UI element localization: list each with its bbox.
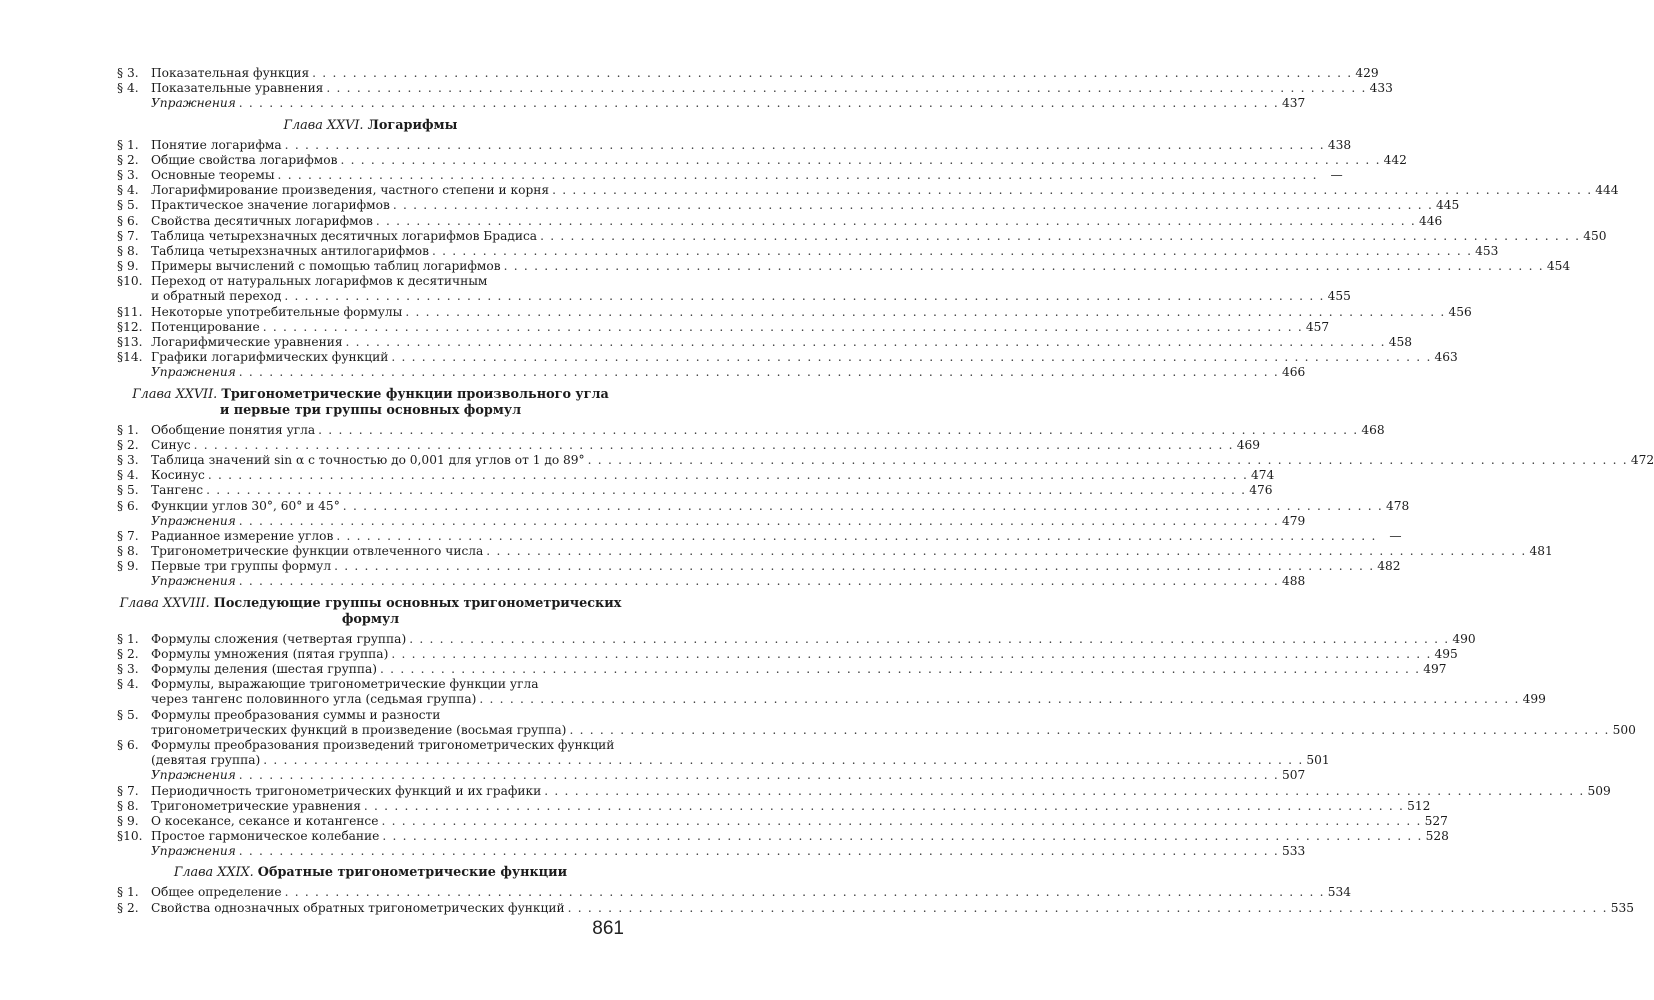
entry-title: тригонометрических функций в произведение (восьмая группа) bbox=[151, 722, 567, 737]
toc-entry bbox=[117, 798, 1431, 814]
dot-leader bbox=[479, 692, 1519, 707]
entry-title: Формулы сложения (четвертая группа) bbox=[151, 631, 407, 646]
page-ref: 482 bbox=[1377, 559, 1401, 574]
section-number: § 5. bbox=[117, 707, 139, 722]
exercise-entry bbox=[117, 844, 1306, 859]
toc-entry bbox=[117, 422, 1385, 438]
toc-entry bbox=[117, 259, 1571, 274]
dot-leader bbox=[588, 453, 1628, 468]
dot-leader bbox=[552, 183, 1592, 198]
toc-entry bbox=[117, 738, 624, 753]
section-number: §14. bbox=[117, 350, 143, 365]
entry-title: Формулы преобразования произведений тригонометрических функций bbox=[151, 737, 615, 752]
section-number: § 9. bbox=[117, 259, 139, 274]
dot-leader bbox=[194, 438, 1234, 453]
toc-entry bbox=[117, 228, 1607, 244]
section-number: § 6. bbox=[117, 737, 139, 752]
dot-leader bbox=[544, 784, 1584, 799]
dot-leader bbox=[263, 753, 1303, 768]
chapter-heading-line bbox=[117, 596, 624, 628]
entry-title: Общие свойства логарифмов bbox=[151, 152, 338, 167]
page-ref: 534 bbox=[1327, 885, 1352, 900]
page-ref: 509 bbox=[1587, 783, 1611, 798]
chapter-heading-line bbox=[117, 865, 624, 881]
entry-title: Понятие логарифма bbox=[151, 137, 282, 152]
page-ref: 499 bbox=[1522, 692, 1546, 707]
section-number: § 1. bbox=[117, 137, 139, 152]
entry-title: Логарифмирование произведения, частного степени и корня bbox=[151, 183, 550, 198]
section-number: § 4. bbox=[117, 183, 139, 198]
entry-title: Таблица четырехзначных десятичных логарифмов Брадиса bbox=[151, 228, 538, 243]
section-number: §10. bbox=[117, 274, 143, 289]
toc-entry bbox=[117, 483, 1273, 498]
toc-entry bbox=[117, 692, 1546, 707]
section-number: §11. bbox=[117, 304, 143, 319]
section-number: § 4. bbox=[117, 81, 139, 96]
toc-entry bbox=[117, 753, 1330, 768]
dot-leader bbox=[318, 423, 1358, 438]
dot-leader bbox=[364, 799, 1404, 814]
dot-leader bbox=[208, 468, 1248, 483]
section-number: § 7. bbox=[117, 783, 139, 798]
toc-entry bbox=[117, 559, 1401, 574]
dot-leader bbox=[504, 259, 1544, 274]
dot-leader bbox=[239, 574, 1279, 589]
page-number: 861 bbox=[592, 918, 624, 939]
page-ref: 533 bbox=[1281, 844, 1306, 859]
section-number: § 2. bbox=[117, 900, 139, 915]
section-number: § 6. bbox=[117, 213, 139, 228]
page-ref: 500 bbox=[1612, 722, 1636, 737]
section-number: §10. bbox=[117, 829, 143, 844]
toc-entry bbox=[117, 829, 1449, 844]
dot-leader bbox=[409, 632, 1449, 647]
page-ref: 466 bbox=[1281, 365, 1306, 380]
page-ref: 454 bbox=[1546, 259, 1571, 274]
chapter-title-continued: и первые три группы основных формул bbox=[219, 402, 522, 418]
page-ref: 433 bbox=[1369, 81, 1393, 96]
chapter-title: Тригонометрические функции произвольного угла bbox=[221, 386, 609, 402]
chapter-title: Обратные тригонометрические функции bbox=[257, 865, 568, 881]
toc-entry bbox=[117, 646, 1458, 662]
section-number: § 7. bbox=[117, 528, 139, 543]
entry-title: О косекансе, секансе и котангенсе bbox=[151, 813, 379, 828]
toc-entry bbox=[117, 167, 1343, 183]
toc-entry bbox=[117, 350, 1458, 365]
dot-leader bbox=[278, 168, 1318, 183]
page-ref: 497 bbox=[1423, 662, 1447, 676]
toc-entry bbox=[117, 152, 1407, 168]
chapter-heading bbox=[117, 118, 624, 134]
entry-title: и обратный переход bbox=[151, 289, 282, 304]
page-ref: 512 bbox=[1407, 798, 1431, 813]
entry-title: Графики логарифмических функций bbox=[151, 350, 389, 365]
toc-entry bbox=[117, 468, 1275, 483]
entry-title: Синус bbox=[151, 437, 191, 452]
toc-entry bbox=[117, 319, 1330, 335]
entry-title: Таблица четырехзначных антилогарифмов bbox=[151, 243, 429, 258]
dot-leader bbox=[381, 814, 1421, 829]
toc-entry bbox=[117, 708, 624, 723]
dot-leader bbox=[263, 320, 1303, 335]
dot-leader bbox=[569, 723, 1609, 738]
entry-title: Свойства однозначных обратных тригонометрических функций bbox=[151, 900, 565, 915]
page-ref: 438 bbox=[1327, 137, 1352, 152]
toc-entry bbox=[117, 677, 624, 692]
page-ref: 495 bbox=[1434, 646, 1458, 661]
toc-entry bbox=[117, 783, 1611, 799]
toc-entry bbox=[117, 274, 624, 289]
exercise-entry bbox=[117, 574, 1306, 589]
entry-title: Упражнения bbox=[151, 768, 236, 783]
page-ref: — bbox=[1389, 528, 1402, 543]
chapter-heading bbox=[117, 596, 624, 628]
toc-entry bbox=[117, 544, 1553, 559]
toc-entry bbox=[117, 662, 1447, 677]
toc-entry bbox=[117, 437, 1261, 453]
toc-entry bbox=[117, 183, 1619, 198]
dot-leader bbox=[540, 229, 1580, 244]
page-ref: 528 bbox=[1425, 829, 1449, 844]
page-ref: 479 bbox=[1281, 513, 1306, 528]
page-ref: 472 bbox=[1630, 452, 1654, 467]
toc-entry bbox=[117, 137, 1352, 153]
dot-leader bbox=[340, 153, 1380, 168]
page-ref: 474 bbox=[1251, 468, 1275, 483]
section-number: § 1. bbox=[117, 631, 139, 646]
page-ref: 478 bbox=[1385, 498, 1410, 513]
chapter-label: Глава XXVI. bbox=[283, 117, 364, 133]
section-number: § 8. bbox=[117, 243, 139, 258]
toc-entry bbox=[117, 66, 1379, 81]
dot-leader bbox=[432, 244, 1472, 259]
entry-title: Основные теоремы bbox=[151, 167, 275, 182]
page-ref: 488 bbox=[1281, 574, 1306, 589]
dot-leader bbox=[568, 901, 1608, 916]
toc-entry bbox=[117, 900, 1635, 916]
page-ref: 507 bbox=[1281, 768, 1306, 783]
chapter-label: Глава XXIX. bbox=[173, 865, 254, 881]
section-number: § 9. bbox=[117, 813, 139, 828]
toc-entry bbox=[117, 631, 1476, 647]
entry-title: Упражнения bbox=[151, 96, 236, 111]
section-number: § 3. bbox=[117, 66, 139, 80]
entry-title: Некоторые употребительные формулы bbox=[151, 304, 403, 319]
section-number: § 6. bbox=[117, 498, 139, 513]
toc-entry bbox=[117, 452, 1654, 468]
section-number: § 2. bbox=[117, 152, 139, 167]
entry-title: Периодичность тригонометрических функций и их графики bbox=[151, 783, 542, 798]
entry-title: Примеры вычислений с помощью таблиц логарифмов bbox=[151, 259, 501, 274]
dot-leader bbox=[284, 289, 1324, 304]
page-ref: 457 bbox=[1305, 319, 1330, 334]
section-number: § 8. bbox=[117, 798, 139, 813]
toc-entry bbox=[117, 213, 1443, 229]
toc-entry bbox=[117, 498, 1410, 514]
toc-entry bbox=[117, 198, 1460, 213]
page-ref: 429 bbox=[1355, 66, 1379, 80]
entry-title: Формулы деления (шестая группа) bbox=[151, 662, 378, 676]
chapter-label: Глава XXVII. bbox=[132, 386, 218, 402]
section-number: § 7. bbox=[117, 228, 139, 243]
toc-entry bbox=[117, 289, 1351, 304]
entry-title: Радианное измерение углов bbox=[151, 528, 334, 543]
entry-title: Упражнения bbox=[151, 574, 236, 589]
dot-leader bbox=[376, 214, 1416, 229]
section-number: § 1. bbox=[117, 422, 139, 437]
exercise-entry bbox=[117, 96, 1306, 111]
page-ref: 442 bbox=[1383, 152, 1407, 167]
page-ref: 453 bbox=[1475, 243, 1499, 258]
entry-title: Таблица значений sin α с точностью до 0,001 для углов от 1 до 89° bbox=[151, 452, 585, 467]
entry-title: Практическое значение логарифмов bbox=[151, 198, 390, 213]
toc-entry bbox=[117, 722, 1636, 738]
dot-leader bbox=[393, 198, 1433, 213]
entry-title: Показательная функция bbox=[151, 66, 310, 80]
toc-entry bbox=[117, 528, 1402, 544]
section-number: § 5. bbox=[117, 483, 139, 498]
dot-leader bbox=[285, 138, 1325, 153]
dot-leader bbox=[206, 483, 1246, 498]
chapter-label: Глава XXVIII. bbox=[119, 595, 210, 611]
section-number: § 4. bbox=[117, 468, 139, 483]
entry-title: Общее определение bbox=[151, 885, 282, 900]
exercise-entry bbox=[117, 768, 1306, 783]
page-ref: 463 bbox=[1434, 350, 1458, 365]
entry-title: Первые три группы формул bbox=[151, 559, 332, 574]
toc-entry bbox=[117, 335, 1412, 350]
entry-title: через тангенс половинного угла (седьмая группа) bbox=[151, 692, 477, 707]
section-number: §12. bbox=[117, 319, 143, 334]
chapter-title: Логарифмы bbox=[367, 117, 458, 133]
entry-title: Тригонометрические функции отвлеченного числа bbox=[151, 544, 484, 559]
entry-title: Показательные уравнения bbox=[151, 81, 324, 96]
entry-title: Функции углов 30°, 60° и 45° bbox=[151, 498, 340, 513]
dot-leader bbox=[486, 544, 1526, 559]
dot-leader bbox=[391, 647, 1431, 662]
page-ref: 456 bbox=[1448, 304, 1472, 319]
page-ref: 445 bbox=[1436, 198, 1460, 213]
table-of-contents bbox=[117, 66, 1654, 916]
page-ref: 450 bbox=[1583, 228, 1607, 243]
entry-title: Упражнения bbox=[151, 365, 236, 380]
toc-entry bbox=[117, 81, 1393, 96]
entry-title: Упражнения bbox=[151, 844, 236, 859]
page-ref: 490 bbox=[1452, 631, 1476, 646]
section-number: § 1. bbox=[117, 885, 139, 900]
entry-title: Формулы умножения (пятая группа) bbox=[151, 646, 389, 661]
page-ref: 444 bbox=[1595, 183, 1619, 198]
entry-title: Тангенс bbox=[151, 483, 204, 498]
entry-title: Тригонометрические уравнения bbox=[151, 798, 361, 813]
dot-leader bbox=[312, 66, 1352, 81]
chapter-heading-line bbox=[117, 387, 624, 403]
dot-leader bbox=[382, 829, 1422, 844]
chapter-heading-line bbox=[117, 118, 624, 134]
entry-title: Упражнения bbox=[151, 513, 236, 528]
page-ref: 476 bbox=[1249, 483, 1273, 498]
page-ref: 469 bbox=[1236, 437, 1261, 452]
toc-entry bbox=[117, 813, 1448, 829]
toc-entry bbox=[117, 304, 1472, 320]
dot-leader bbox=[405, 305, 1445, 320]
page-ref: 481 bbox=[1529, 544, 1553, 559]
page-ref: 446 bbox=[1419, 213, 1443, 228]
section-number: § 2. bbox=[117, 437, 139, 452]
dot-leader bbox=[239, 96, 1279, 111]
entry-title: Потенцирование bbox=[151, 319, 260, 334]
exercise-entry bbox=[117, 513, 1306, 529]
entry-title: Косинус bbox=[151, 468, 205, 483]
toc-entry bbox=[117, 885, 1352, 900]
page-ref: 455 bbox=[1327, 289, 1351, 304]
page-ref: 535 bbox=[1610, 900, 1635, 915]
page-ref: 527 bbox=[1424, 813, 1448, 828]
section-number: § 9. bbox=[117, 559, 139, 574]
section-number: § 8. bbox=[117, 544, 139, 559]
entry-title: Простое гармоническое колебание bbox=[151, 829, 380, 844]
section-number: § 3. bbox=[117, 167, 139, 182]
section-number: §13. bbox=[117, 335, 143, 349]
dot-leader bbox=[285, 885, 1325, 900]
dot-leader bbox=[239, 844, 1279, 859]
section-number: § 5. bbox=[117, 198, 139, 213]
entry-title: Свойства десятичных логарифмов bbox=[151, 213, 373, 228]
section-number: § 3. bbox=[117, 662, 139, 676]
dot-leader bbox=[239, 768, 1279, 783]
section-number: § 2. bbox=[117, 646, 139, 661]
entry-title: Логарифмические уравнения bbox=[151, 335, 343, 349]
dot-leader bbox=[336, 529, 1376, 544]
entry-title: Обобщение понятия угла bbox=[151, 422, 316, 437]
dot-leader bbox=[343, 499, 1383, 514]
dot-leader bbox=[239, 365, 1279, 380]
entry-title: Формулы, выражающие тригонометрические функции угла bbox=[151, 677, 539, 692]
entry-title: (девятая группа) bbox=[151, 753, 261, 768]
section-number: § 3. bbox=[117, 452, 139, 467]
chapter-title: Последующие группы основных тригонометрических формул bbox=[213, 595, 622, 627]
dot-leader bbox=[380, 662, 1420, 677]
dot-leader bbox=[346, 335, 1386, 350]
exercise-entry bbox=[117, 365, 1306, 380]
entry-title: Формулы преобразования суммы и разности bbox=[151, 707, 441, 722]
dot-leader bbox=[239, 514, 1279, 529]
page-ref: 501 bbox=[1306, 753, 1330, 768]
page-ref: 468 bbox=[1361, 422, 1385, 437]
dot-leader bbox=[326, 81, 1366, 96]
chapter-heading bbox=[117, 865, 624, 881]
page-ref: 437 bbox=[1281, 96, 1306, 111]
entry-title: Переход от натуральных логарифмов к десятичным bbox=[151, 274, 488, 289]
chapter-heading bbox=[117, 387, 624, 419]
toc-entry bbox=[117, 243, 1499, 259]
page-ref: — bbox=[1330, 167, 1343, 182]
dot-leader bbox=[391, 350, 1431, 365]
dot-leader bbox=[334, 559, 1374, 574]
page-ref: 458 bbox=[1388, 335, 1412, 349]
section-number: § 4. bbox=[117, 677, 139, 692]
